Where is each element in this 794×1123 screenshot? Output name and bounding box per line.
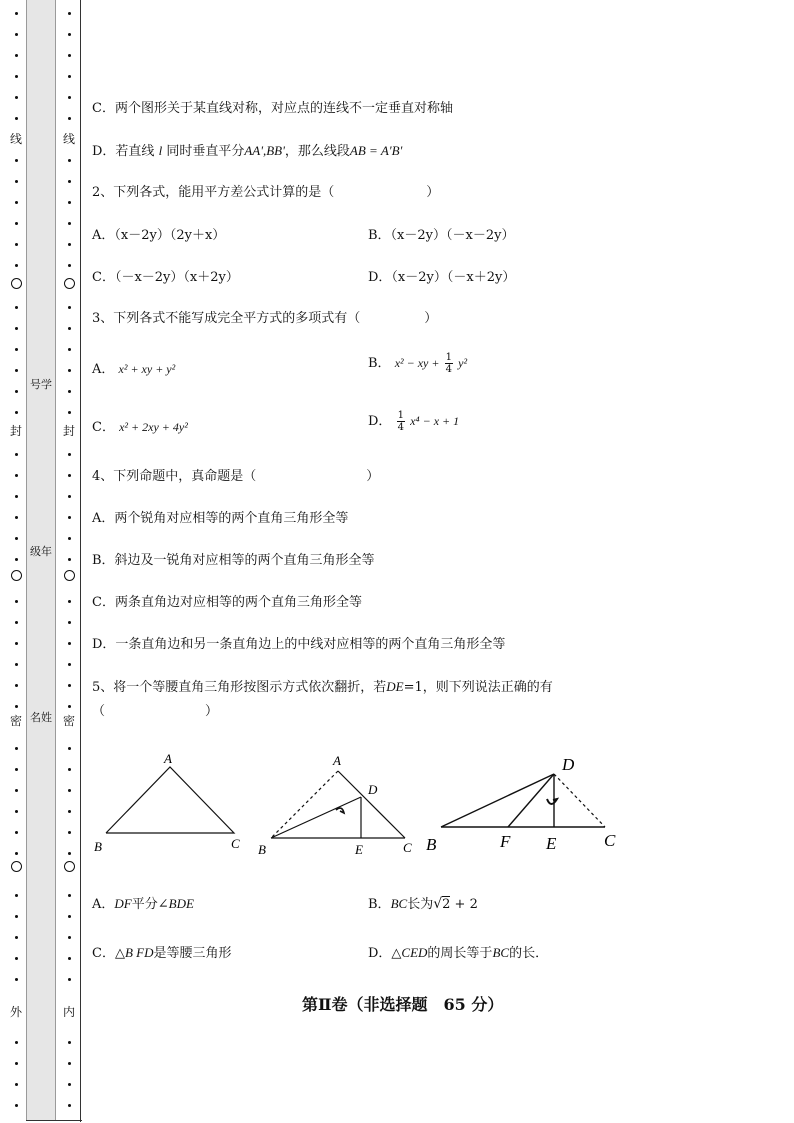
binding-dot: [15, 1083, 18, 1086]
binding-dot: [15, 684, 18, 687]
margin-char: 线: [9, 132, 22, 146]
binding-dot: [68, 789, 71, 792]
binding-dot: [15, 327, 18, 330]
binding-dot: [15, 222, 18, 225]
fig2-label-c: C: [403, 840, 412, 855]
binding-dot: [68, 12, 71, 15]
binding-dot: [15, 495, 18, 498]
q2-option-a[interactable]: A．（x－2y）（2y＋x）: [92, 228, 226, 243]
binding-dot: [15, 75, 18, 78]
q2-option-b[interactable]: B．（x－2y）（－x－2y）: [368, 228, 515, 243]
binding-dot: [15, 705, 18, 708]
q2-option-c[interactable]: C．（－x－2y）（x＋2y）: [92, 270, 239, 285]
binding-dot: [15, 117, 18, 120]
binding-dot: [68, 831, 71, 834]
binding-dot: [68, 453, 71, 456]
binding-dot: [15, 348, 18, 351]
binding-dot: [15, 768, 18, 771]
binding-dot: [68, 201, 71, 204]
binding-dot: [15, 1104, 18, 1107]
margin-char: 封: [62, 424, 75, 438]
binding-dot: [68, 852, 71, 855]
binding-dot: [15, 243, 18, 246]
fig2-label-e: E: [355, 842, 363, 857]
binding-dot: [68, 978, 71, 981]
binding-dot: [15, 936, 18, 939]
binding-dot: [15, 831, 18, 834]
section-2-title: 第Ⅱ卷（非选择题 65 分）: [302, 995, 504, 1014]
binding-dot: [15, 558, 18, 561]
binding-hole-icon: [64, 278, 75, 289]
question-5-stem: 5、将一个等腰直角三角形按图示方式依次翻折，若DE=1，则下列说法正确的有: [92, 679, 553, 695]
q5-option-d[interactable]: D．△CED的周长等于BC的长．: [368, 945, 549, 961]
binding-dot: [15, 978, 18, 981]
binding-dot: [15, 852, 18, 855]
fig3-label-e: E: [546, 834, 557, 853]
margin-char: 封: [9, 424, 22, 438]
figure-1-triangle-abc: [106, 767, 234, 833]
margin-char: 密: [62, 714, 75, 728]
binding-dot: [68, 621, 71, 624]
fig1-label-a: A: [164, 751, 172, 766]
binding-dot: [15, 96, 18, 99]
binding-dot: [15, 159, 18, 162]
binding-dot: [68, 894, 71, 897]
binding-dot: [68, 75, 71, 78]
fraction-one-quarter: $\frac{1}{4}$: [445, 352, 452, 375]
fig2-label-b: B: [258, 842, 266, 857]
binding-dot: [68, 558, 71, 561]
binding-dot: [15, 642, 18, 645]
binding-dot: [68, 705, 71, 708]
folding-triangle-figures: [88, 745, 628, 860]
binding-dot: [15, 894, 18, 897]
question-2-stem: 2、下列各式，能用平方差公式计算的是（ ）: [92, 185, 440, 200]
binding-dot: [68, 663, 71, 666]
margin-char: 内: [62, 1005, 75, 1019]
fig3-label-b: B: [426, 835, 437, 854]
binding-dot: [15, 453, 18, 456]
binding-dot: [15, 957, 18, 960]
binding-dot: [15, 201, 18, 204]
fraction-one-quarter: $\frac{1}{4}$: [397, 410, 404, 433]
q4-option-d[interactable]: D．一条直角边和另一条直角边上的中线对应相等的两个直角三角形全等: [92, 637, 506, 652]
binding-hole-icon: [11, 861, 22, 872]
margin-char: 密: [9, 714, 22, 728]
binding-margin-inner: [60, 0, 78, 1123]
binding-dot: [15, 915, 18, 918]
margin-bottom-line: [26, 1120, 82, 1121]
q3-option-a[interactable]: A． x² + xy + y²: [92, 362, 176, 377]
binding-dot: [15, 663, 18, 666]
name-label[interactable]: 名姓: [30, 711, 52, 724]
binding-dot: [15, 600, 18, 603]
q4-option-b[interactable]: B．斜边及一锐角对应相等的两个直角三角形全等: [92, 553, 375, 568]
binding-dot: [68, 768, 71, 771]
q4-option-a[interactable]: A．两个锐角对应相等的两个直角三角形全等: [92, 511, 349, 526]
binding-dot: [68, 54, 71, 57]
binding-margin-outer: [8, 0, 24, 1123]
q1-option-d: D．若直线 l 同时垂直平分AA',BB'，那么线段AB = A'B': [92, 143, 403, 159]
binding-dot: [15, 264, 18, 267]
binding-dot: [68, 1083, 71, 1086]
q4-option-c[interactable]: C．两条直角边对应相等的两个直角三角形全等: [92, 595, 362, 610]
binding-dot: [68, 327, 71, 330]
binding-hole-icon: [64, 861, 75, 872]
binding-dot: [15, 747, 18, 750]
binding-dot: [15, 537, 18, 540]
binding-dot: [68, 915, 71, 918]
student-number-label[interactable]: 号学: [30, 378, 52, 391]
margin-char: 外: [9, 1005, 22, 1019]
binding-dot: [68, 516, 71, 519]
binding-dot: [68, 222, 71, 225]
binding-dot: [15, 621, 18, 624]
q2-option-d[interactable]: D．（x－2y）（－x＋2y）: [368, 270, 516, 285]
binding-dot: [68, 537, 71, 540]
sqrt-sign: √: [433, 896, 443, 912]
grade-label[interactable]: 级年: [30, 545, 52, 558]
q5-option-b[interactable]: B．BC长为√2 + 2: [368, 896, 478, 912]
fig3-label-f: F: [500, 832, 511, 851]
q3-option-b[interactable]: B． x² − xy + $\frac{1}{4}$ y²: [368, 352, 468, 375]
q3-option-c[interactable]: C． x² + 2xy + 4y²: [92, 420, 188, 435]
fig3-label-d: D: [562, 755, 575, 774]
binding-dot: [68, 1041, 71, 1044]
binding-dot: [68, 684, 71, 687]
binding-dot: [68, 243, 71, 246]
binding-hole-icon: [11, 570, 22, 581]
binding-dot: [68, 957, 71, 960]
figure-3-second-fold: [441, 774, 605, 827]
binding-dot: [68, 159, 71, 162]
q5-option-c[interactable]: C．△B FD是等腰三角形: [92, 945, 232, 961]
binding-dot: [68, 600, 71, 603]
binding-dot: [68, 411, 71, 414]
binding-dot: [15, 516, 18, 519]
binding-dot: [68, 306, 71, 309]
binding-dot: [68, 642, 71, 645]
binding-dot: [68, 1104, 71, 1107]
binding-dot: [15, 1041, 18, 1044]
question-3-stem: 3、下列各式不能写成完全平方式的多项式有（ ）: [92, 311, 438, 326]
student-info-strip: [26, 0, 56, 1120]
binding-dot: [68, 369, 71, 372]
binding-hole-icon: [11, 278, 22, 289]
binding-dot: [15, 411, 18, 414]
binding-dot: [15, 180, 18, 183]
figure-2-first-fold: [271, 771, 405, 838]
binding-dot: [68, 117, 71, 120]
binding-dot: [15, 369, 18, 372]
binding-dot: [68, 810, 71, 813]
fig2-label-d: D: [368, 782, 378, 797]
binding-dot: [15, 810, 18, 813]
binding-dot: [15, 54, 18, 57]
fig2-label-a: A: [333, 753, 341, 768]
q5-option-a[interactable]: A．DF平分∠BDE: [92, 896, 194, 912]
margin-divider-line: [80, 0, 81, 1122]
fig1-label-b: B: [94, 839, 102, 854]
binding-dot: [68, 180, 71, 183]
question-5-answer-parens: （ ）: [92, 704, 219, 719]
binding-dot: [15, 789, 18, 792]
margin-char: 线: [62, 132, 75, 146]
q3-option-d[interactable]: D． $\frac{1}{4}$ x⁴ − x + 1: [368, 410, 460, 433]
fig1-label-c: C: [231, 836, 240, 851]
binding-dot: [15, 390, 18, 393]
binding-dot: [68, 936, 71, 939]
binding-dot: [68, 33, 71, 36]
binding-dot: [68, 96, 71, 99]
binding-dot: [68, 348, 71, 351]
binding-dot: [15, 12, 18, 15]
binding-dot: [15, 33, 18, 36]
binding-dot: [15, 474, 18, 477]
question-4-stem: 4、下列命题中，真命题是（ ）: [92, 469, 380, 484]
binding-dot: [15, 306, 18, 309]
q1-option-c: C．两个图形关于某直线对称，对应点的连线不一定垂直对称轴: [92, 101, 453, 116]
binding-dot: [68, 1062, 71, 1065]
binding-dot: [68, 495, 71, 498]
binding-dot: [15, 1062, 18, 1065]
binding-dot: [68, 474, 71, 477]
binding-dot: [68, 390, 71, 393]
binding-dot: [68, 747, 71, 750]
binding-hole-icon: [64, 570, 75, 581]
binding-dot: [68, 264, 71, 267]
fig3-label-c: C: [604, 831, 616, 850]
